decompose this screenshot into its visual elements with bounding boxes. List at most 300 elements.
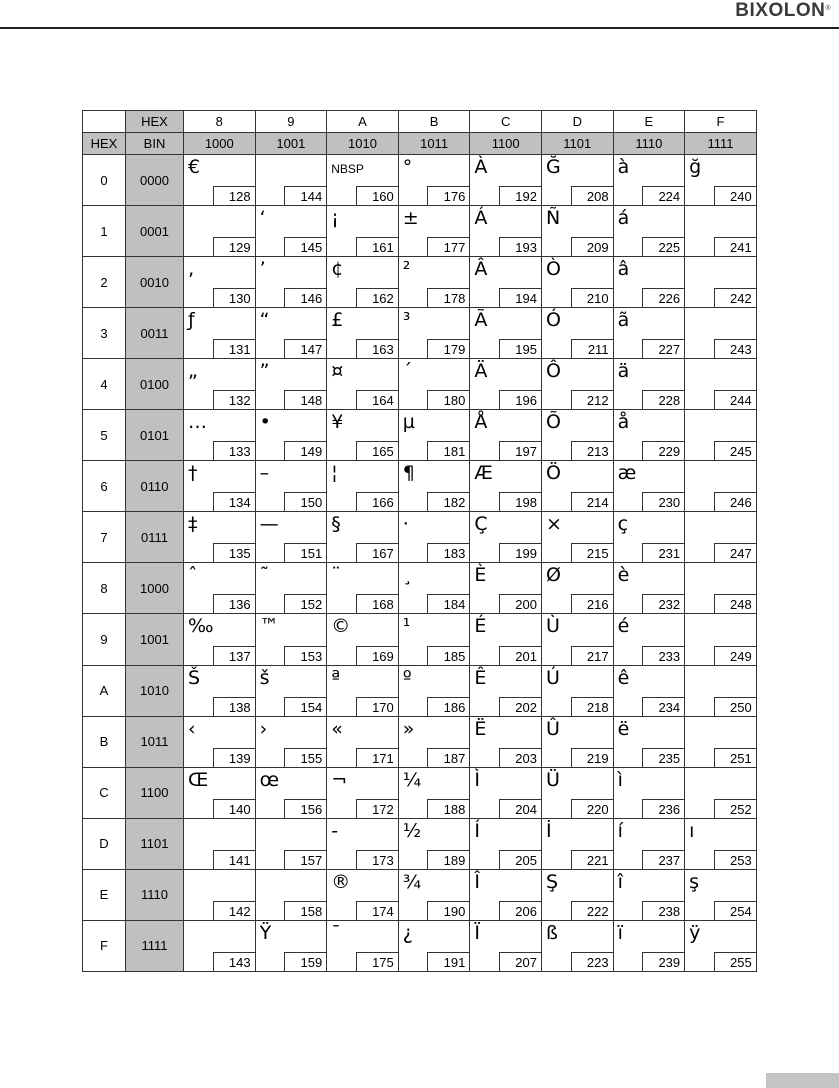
table-row <box>83 461 757 512</box>
char-glyph: Œ <box>188 768 209 791</box>
char-cell <box>255 461 327 512</box>
char-cell <box>184 614 256 665</box>
decimal-code: 222 <box>571 901 613 920</box>
char-cell <box>613 155 685 206</box>
char-glyph: ¹ <box>402 615 411 638</box>
char-glyph: ß <box>545 921 558 944</box>
char-glyph: ¸ <box>402 564 413 587</box>
decimal-code: 178 <box>427 288 469 307</box>
char-cell <box>470 155 542 206</box>
row-hex: 6 <box>83 461 126 512</box>
char-cell <box>685 818 757 869</box>
char-glyph: À <box>474 156 488 179</box>
registered-mark: ® <box>825 5 831 12</box>
brand-logo <box>735 0 831 22</box>
decimal-code: 233 <box>642 646 684 665</box>
char-cell <box>255 206 327 257</box>
decimal-code: 198 <box>499 492 541 511</box>
char-cell <box>255 614 327 665</box>
decimal-code: 215 <box>571 543 613 562</box>
char-cell <box>470 767 542 818</box>
char-glyph: è <box>617 564 630 587</box>
decimal-code: 161 <box>356 237 398 256</box>
decimal-code: 153 <box>284 646 326 665</box>
table-row <box>83 665 757 716</box>
decimal-code: 243 <box>714 339 756 358</box>
decimal-code: 217 <box>571 646 613 665</box>
char-cell <box>470 359 542 410</box>
table-row <box>83 410 757 461</box>
row-hex: 7 <box>83 512 126 563</box>
char-glyph: Ğ <box>545 156 561 179</box>
column-bin-header: 1011 <box>398 133 470 155</box>
decimal-code: 211 <box>571 339 613 358</box>
char-glyph: ÿ <box>689 921 701 944</box>
char-cell <box>184 869 256 920</box>
decimal-code: 238 <box>642 901 684 920</box>
column-bin-header: 1001 <box>255 133 327 155</box>
row-hex: 9 <box>83 614 126 665</box>
row-bin: 1011 <box>126 716 184 767</box>
char-cell <box>541 614 613 665</box>
decimal-code: 208 <box>571 186 613 205</box>
decimal-code: 163 <box>356 339 398 358</box>
char-glyph: ¿ <box>402 921 413 944</box>
decimal-code: 252 <box>714 799 756 818</box>
char-cell <box>613 257 685 308</box>
table-row <box>83 716 757 767</box>
char-cell <box>255 869 327 920</box>
decimal-code: 224 <box>642 186 684 205</box>
char-cell <box>255 410 327 461</box>
char-cell <box>470 461 542 512</box>
char-cell <box>685 563 757 614</box>
row-hex: D <box>83 818 126 869</box>
char-glyph: Á <box>474 207 488 230</box>
column-bin-header: 1000 <box>184 133 256 155</box>
column-hex-header: 9 <box>255 111 327 133</box>
char-glyph: Õ <box>545 411 561 434</box>
row-bin: 0111 <box>126 512 184 563</box>
decimal-code: 231 <box>642 543 684 562</box>
char-glyph: ± <box>402 207 419 230</box>
decimal-code: 209 <box>571 237 613 256</box>
char-glyph: ã <box>617 309 630 332</box>
char-cell <box>685 512 757 563</box>
char-glyph: ë <box>617 717 630 740</box>
char-glyph: Ë <box>474 717 487 740</box>
char-glyph: ˆ <box>188 564 198 587</box>
decimal-code: 236 <box>642 799 684 818</box>
decimal-code: 176 <box>427 186 469 205</box>
char-glyph: ‚ <box>188 258 195 281</box>
decimal-code: 128 <box>213 186 255 205</box>
decimal-code: 156 <box>284 799 326 818</box>
decimal-code: 199 <box>499 543 541 562</box>
decimal-code: 150 <box>284 492 326 511</box>
char-cell <box>398 257 470 308</box>
table-row <box>83 257 757 308</box>
decimal-code: 141 <box>213 850 255 869</box>
char-glyph: · <box>402 513 409 536</box>
char-cell <box>613 512 685 563</box>
column-bin-header: 1101 <box>541 133 613 155</box>
row-bin: 1001 <box>126 614 184 665</box>
char-glyph: ³ <box>402 309 411 332</box>
column-bin-header: 1100 <box>470 133 542 155</box>
char-cell <box>327 563 399 614</box>
char-cell <box>327 512 399 563</box>
char-cell <box>255 308 327 359</box>
char-cell <box>398 716 470 767</box>
table-row <box>83 767 757 818</box>
row-bin: 1100 <box>126 767 184 818</box>
char-cell <box>470 410 542 461</box>
char-cell <box>398 359 470 410</box>
char-glyph: Ü <box>545 768 560 791</box>
decimal-code: 134 <box>213 492 255 511</box>
decimal-code: 143 <box>213 952 255 971</box>
char-cell <box>685 461 757 512</box>
char-cell <box>184 461 256 512</box>
table-row <box>83 359 757 410</box>
char-cell <box>470 614 542 665</box>
char-cell <box>541 512 613 563</box>
char-glyph: ¼ <box>402 768 422 791</box>
row-hex: 0 <box>83 155 126 206</box>
char-cell <box>541 308 613 359</box>
char-cell <box>398 410 470 461</box>
char-glyph: ® <box>331 870 351 893</box>
decimal-code: 213 <box>571 441 613 460</box>
char-cell <box>541 563 613 614</box>
char-cell <box>255 155 327 206</box>
decimal-code: 152 <box>284 594 326 613</box>
decimal-code: 234 <box>642 697 684 716</box>
char-cell <box>327 920 399 971</box>
column-bin-header: 1010 <box>327 133 399 155</box>
decimal-code: 145 <box>284 237 326 256</box>
decimal-code: 138 <box>213 697 255 716</box>
decimal-code: 194 <box>499 288 541 307</box>
decimal-code: 180 <box>427 390 469 409</box>
decimal-code: 185 <box>427 646 469 665</box>
decimal-code: 148 <box>284 390 326 409</box>
char-cell <box>398 920 470 971</box>
char-cell <box>255 818 327 869</box>
row-bin: 0011 <box>126 308 184 359</box>
column-hex-header: F <box>685 111 757 133</box>
char-glyph: „ <box>188 360 198 383</box>
decimal-code: 184 <box>427 594 469 613</box>
char-cell <box>613 665 685 716</box>
char-glyph: — <box>259 513 279 536</box>
char-glyph: • <box>259 411 271 434</box>
char-glyph: ¶ <box>402 462 415 485</box>
char-cell <box>184 512 256 563</box>
char-glyph: ° <box>402 156 413 179</box>
char-glyph: Ò <box>545 258 561 281</box>
char-cell <box>255 716 327 767</box>
decimal-code: 245 <box>714 441 756 460</box>
row-hex: A <box>83 665 126 716</box>
decimal-code: 204 <box>499 799 541 818</box>
char-cell <box>327 716 399 767</box>
header-row-hex <box>83 111 757 133</box>
decimal-code: 220 <box>571 799 613 818</box>
decimal-code: 200 <box>499 594 541 613</box>
char-cell <box>255 665 327 716</box>
decimal-code: 179 <box>427 339 469 358</box>
char-glyph: “ <box>259 309 270 332</box>
char-glyph: µ <box>402 411 415 434</box>
char-cell <box>470 920 542 971</box>
decimal-code: 237 <box>642 850 684 869</box>
char-glyph: Ì <box>474 768 480 791</box>
char-cell <box>184 563 256 614</box>
char-glyph: Í <box>474 819 480 842</box>
decimal-code: 169 <box>356 646 398 665</box>
row-hex: 8 <box>83 563 126 614</box>
decimal-code: 187 <box>427 748 469 767</box>
char-cell <box>685 206 757 257</box>
char-glyph: ì <box>617 768 623 791</box>
char-cell <box>327 308 399 359</box>
decimal-code: 205 <box>499 850 541 869</box>
decimal-code: 157 <box>284 850 326 869</box>
code-page-table <box>82 110 757 972</box>
row-bin: 0100 <box>126 359 184 410</box>
decimal-code: 226 <box>642 288 684 307</box>
char-cell <box>327 461 399 512</box>
column-hex-header: E <box>613 111 685 133</box>
char-cell <box>470 869 542 920</box>
decimal-code: 189 <box>427 850 469 869</box>
char-glyph: › <box>259 717 268 740</box>
char-cell <box>613 869 685 920</box>
row-bin: 1110 <box>126 869 184 920</box>
char-glyph: à <box>617 156 630 179</box>
char-cell <box>613 461 685 512</box>
decimal-code: 197 <box>499 441 541 460</box>
char-glyph: â <box>617 258 630 281</box>
char-glyph: ê <box>617 666 630 689</box>
char-cell <box>184 665 256 716</box>
decimal-code: 155 <box>284 748 326 767</box>
char-glyph: Ÿ <box>259 921 272 944</box>
decimal-code: 190 <box>427 901 469 920</box>
footer-bar <box>766 1073 839 1088</box>
char-cell <box>255 920 327 971</box>
char-glyph: Š <box>188 666 201 689</box>
char-glyph: § <box>331 513 341 536</box>
row-bin: 1101 <box>126 818 184 869</box>
char-cell <box>255 512 327 563</box>
decimal-code: 137 <box>213 646 255 665</box>
char-cell <box>685 155 757 206</box>
decimal-code: 221 <box>571 850 613 869</box>
char-glyph: ¬ <box>331 768 348 791</box>
char-glyph: å <box>617 411 630 434</box>
char-glyph: ½ <box>402 819 422 842</box>
char-glyph: Ö <box>545 462 561 485</box>
row-bin: 1000 <box>126 563 184 614</box>
row-bin: 1111 <box>126 920 184 971</box>
decimal-code: 192 <box>499 186 541 205</box>
decimal-code: 250 <box>714 697 756 716</box>
char-glyph: ‰ <box>188 615 214 638</box>
char-cell <box>541 818 613 869</box>
char-cell <box>470 512 542 563</box>
row-hex: F <box>83 920 126 971</box>
decimal-code: 130 <box>213 288 255 307</box>
char-cell <box>613 767 685 818</box>
char-cell <box>398 308 470 359</box>
row-hex: 4 <box>83 359 126 410</box>
char-cell <box>398 665 470 716</box>
char-cell <box>470 257 542 308</box>
char-cell <box>541 665 613 716</box>
char-cell <box>184 155 256 206</box>
char-cell <box>613 206 685 257</box>
char-cell <box>184 308 256 359</box>
char-glyph: ¦ <box>331 462 338 485</box>
table-row <box>83 512 757 563</box>
decimal-code: 174 <box>356 901 398 920</box>
column-bin-header: 1111 <box>685 133 757 155</box>
char-cell <box>398 614 470 665</box>
column-hex-header: 8 <box>184 111 256 133</box>
char-glyph: á <box>617 207 630 230</box>
char-glyph: » <box>402 717 415 740</box>
table-row <box>83 614 757 665</box>
char-cell <box>541 716 613 767</box>
char-cell <box>613 614 685 665</box>
decimal-code: 131 <box>213 339 255 358</box>
char-cell <box>685 308 757 359</box>
char-cell <box>255 563 327 614</box>
char-cell <box>541 155 613 206</box>
char-glyph: ¤ <box>331 360 344 383</box>
char-cell <box>327 818 399 869</box>
decimal-code: 175 <box>356 952 398 971</box>
decimal-code: 166 <box>356 492 398 511</box>
char-cell <box>685 920 757 971</box>
char-glyph: é <box>617 615 630 638</box>
char-glyph: ş <box>689 870 700 893</box>
char-cell <box>541 206 613 257</box>
char-glyph: Â <box>474 258 488 281</box>
char-cell <box>685 716 757 767</box>
decimal-code: 133 <box>213 441 255 460</box>
row-bin: 0110 <box>126 461 184 512</box>
char-cell <box>255 359 327 410</box>
char-cell <box>398 563 470 614</box>
table-row <box>83 308 757 359</box>
decimal-code: 247 <box>714 543 756 562</box>
char-glyph: ” <box>259 360 270 383</box>
decimal-code: 154 <box>284 697 326 716</box>
header-rule <box>0 27 839 29</box>
char-cell <box>613 410 685 461</box>
char-cell <box>327 665 399 716</box>
char-cell <box>255 257 327 308</box>
char-cell <box>541 767 613 818</box>
char-cell <box>184 410 256 461</box>
char-glyph: Ã <box>474 309 488 332</box>
char-cell <box>541 359 613 410</box>
char-glyph: Ç <box>474 513 488 536</box>
table-row <box>83 869 757 920</box>
char-glyph: ¾ <box>402 870 422 893</box>
char-glyph: † <box>188 462 198 485</box>
char-cell <box>613 359 685 410</box>
decimal-code: 181 <box>427 441 469 460</box>
decimal-code: 239 <box>642 952 684 971</box>
decimal-code: 229 <box>642 441 684 460</box>
row-bin: 1010 <box>126 665 184 716</box>
char-cell <box>470 206 542 257</box>
decimal-code: 167 <box>356 543 398 562</box>
decimal-code: 162 <box>356 288 398 307</box>
decimal-code: 202 <box>499 697 541 716</box>
char-cell <box>685 767 757 818</box>
char-cell <box>184 359 256 410</box>
char-glyph: İ <box>545 819 552 842</box>
char-cell <box>470 716 542 767</box>
char-glyph: ä <box>617 360 630 383</box>
row-hex-label: HEX <box>83 133 126 155</box>
decimal-code: 160 <box>356 186 398 205</box>
char-cell <box>613 818 685 869</box>
char-glyph: æ <box>617 462 637 485</box>
char-cell <box>398 818 470 869</box>
char-cell <box>184 920 256 971</box>
corner-hex-label: HEX <box>126 111 184 133</box>
decimal-code: 216 <box>571 594 613 613</box>
char-glyph: ‡ <box>188 513 198 536</box>
char-cell <box>470 818 542 869</box>
char-cell <box>398 461 470 512</box>
corner-cell <box>83 111 126 133</box>
char-glyph: œ <box>259 768 280 791</box>
char-glyph: ƒ <box>188 309 195 332</box>
decimal-code: 177 <box>427 237 469 256</box>
char-glyph: ¨ <box>331 564 341 587</box>
char-glyph: ¥ <box>331 411 344 434</box>
char-cell <box>613 920 685 971</box>
decimal-code: 168 <box>356 594 398 613</box>
char-glyph: ’ <box>259 258 266 281</box>
char-glyph: ‹ <box>188 717 196 740</box>
decimal-code: 191 <box>427 952 469 971</box>
char-glyph: Å <box>474 411 488 434</box>
table-row <box>83 206 757 257</box>
table-row <box>83 920 757 971</box>
char-glyph: Ñ <box>545 207 561 230</box>
decimal-code: 235 <box>642 748 684 767</box>
char-cell <box>327 614 399 665</box>
char-glyph: î <box>617 870 623 893</box>
char-glyph: º <box>402 666 412 689</box>
char-glyph: Ï <box>474 921 480 944</box>
decimal-code: 158 <box>284 901 326 920</box>
char-glyph: É <box>474 615 487 638</box>
char-cell <box>541 461 613 512</box>
corner-bin-label: BIN <box>126 133 184 155</box>
row-bin: 0010 <box>126 257 184 308</box>
decimal-code: 232 <box>642 594 684 613</box>
